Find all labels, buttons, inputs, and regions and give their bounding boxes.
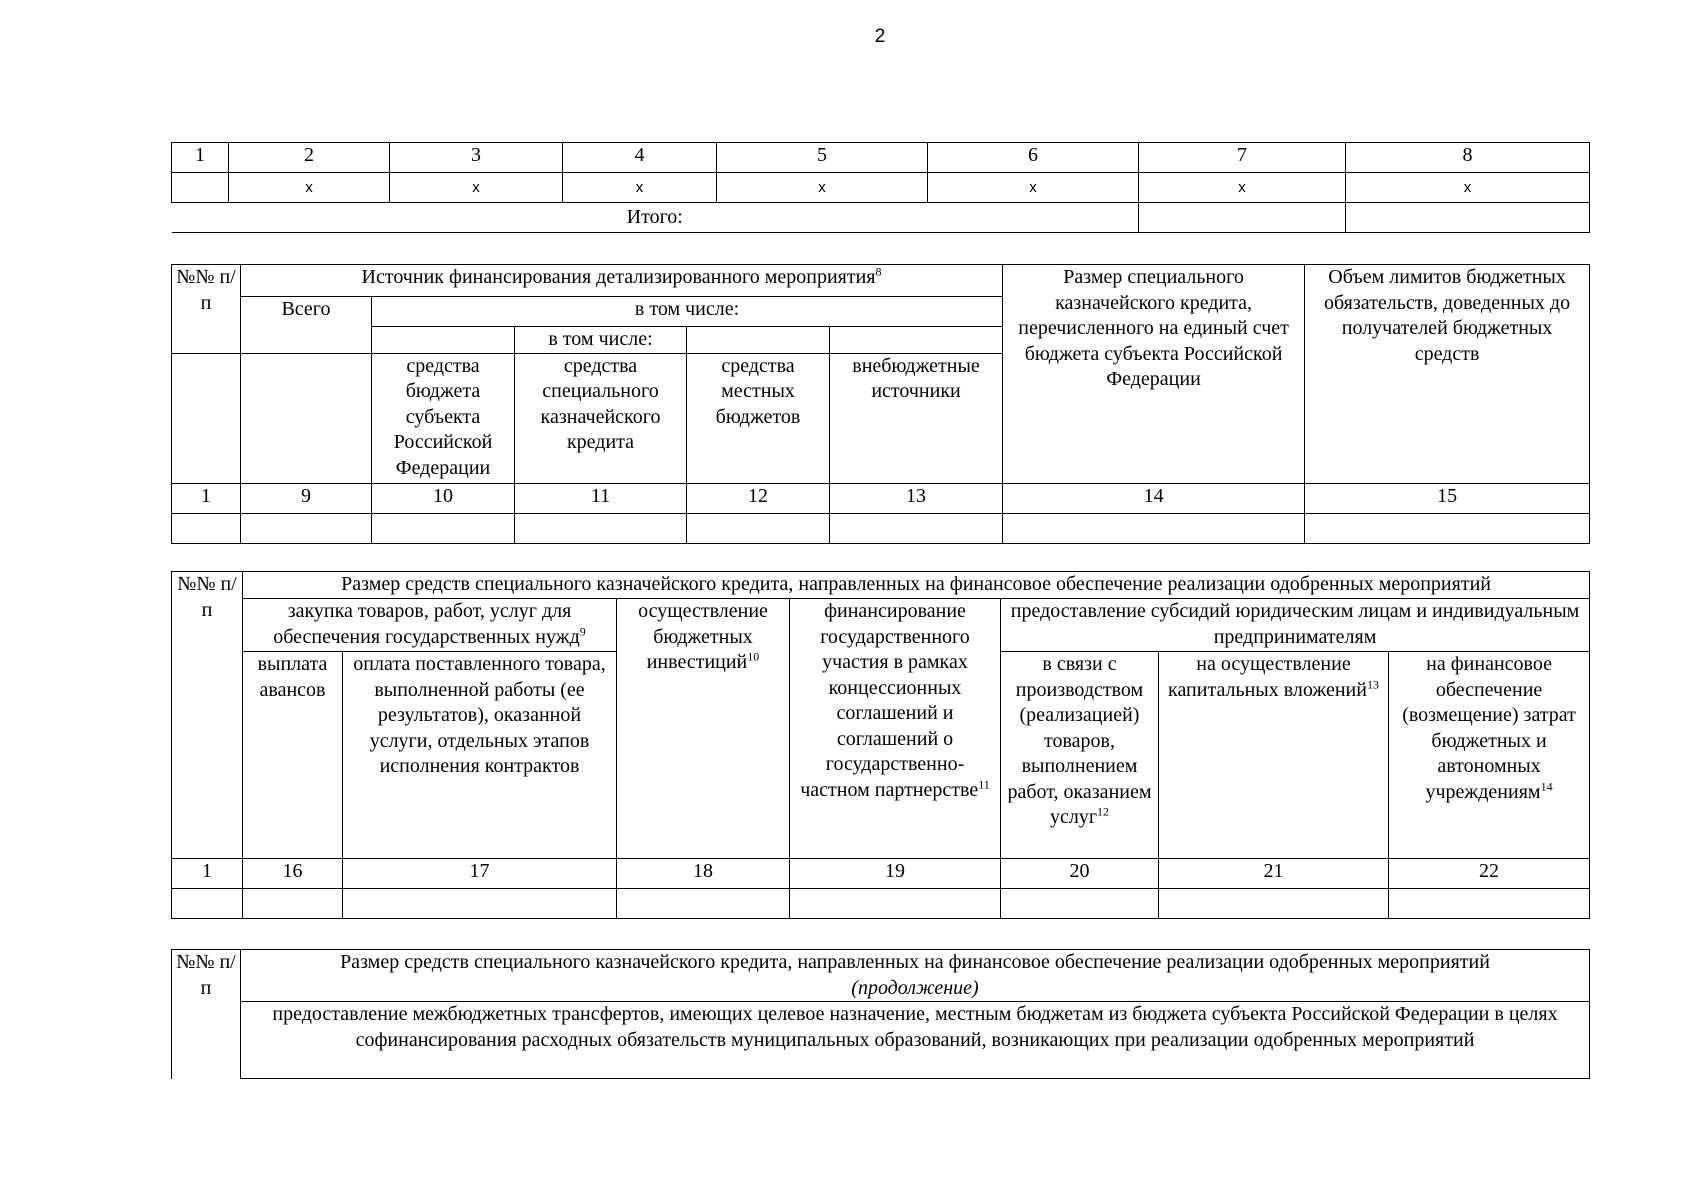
footnote-mark: 13 (1366, 676, 1379, 691)
empty-cell (372, 513, 515, 543)
col-number: 16 (243, 859, 343, 889)
x-mark: x (717, 173, 928, 203)
source-header-text: Источник финансирования детализированного мероприятия (361, 266, 876, 288)
empty-cell (343, 889, 617, 919)
col-number: 15 (1305, 483, 1590, 513)
advance-header: выплата авансов (243, 652, 343, 859)
page-number: 2 (874, 26, 886, 47)
capital-header (1159, 652, 1389, 859)
institutions-header (1389, 652, 1590, 859)
credit-size-header: Размер специального казначейского кредита, перечисленного на единый счет бюджета субъекта Российской Федерации (1003, 265, 1305, 484)
col-number: 1 (172, 483, 241, 513)
col-number: 22 (1389, 859, 1590, 889)
total-row (172, 203, 1590, 233)
col-number: 9 (241, 483, 372, 513)
credit-distribution-table (171, 571, 1590, 919)
procurement-header (243, 599, 617, 652)
transfers-table (171, 949, 1590, 1079)
col-number: 8 (1346, 143, 1590, 173)
empty-cell (687, 513, 830, 543)
empty-cell (1003, 513, 1305, 543)
num-header: №№ п/п (172, 265, 241, 354)
x-mark: x (229, 173, 390, 203)
col-number: 17 (343, 859, 617, 889)
col-number: 18 (617, 859, 790, 889)
col-number: 6 (928, 143, 1139, 173)
empty-cell (1001, 889, 1159, 919)
col-number: 19 (790, 859, 1001, 889)
col-number: 7 (1139, 143, 1346, 173)
continuation-label: (продолжение) (851, 976, 979, 999)
column-number-row (172, 859, 1590, 889)
header-row-1 (172, 572, 1590, 599)
total-label: Итого: (172, 203, 1139, 233)
limits-header: Объем лимитов бюджетных обязательств, доведенных до получателей бюджетных средств (1305, 265, 1590, 484)
footnote-mark: 12 (1097, 804, 1110, 819)
num-header: №№ п/п (172, 950, 241, 1079)
col-number: 12 (687, 483, 830, 513)
payment-header: оплата поставленного товара, выполненной работы (ее результатов), оказанной услуги, отдельных этапов исполнения контрактов (343, 652, 617, 859)
x-mark: x (928, 173, 1139, 203)
transfers-header: предоставление межбюджетных трансфертов, имеющих целевое назначение, местным бюджетам из бюджета субъекта Российской Федерации в целях софинансирования расходных обязательств муниципальных образований, возникающих при реализации одобренных мероприятий (241, 1002, 1590, 1079)
extrabudgetary-header: внебюджетные источники (830, 353, 1003, 483)
empty-cell (830, 327, 1003, 354)
header-row-2 (172, 599, 1590, 652)
main-header-text: Размер средств специального казначейского кредита, направленных на финансовое обеспечение реализации одобренных мероприятий (340, 951, 1490, 973)
col-number: 21 (1159, 859, 1389, 889)
col-number: 3 (390, 143, 563, 173)
procurement-text: закупка товаров, работ, услуг для обеспечения государственных нужд (273, 600, 580, 648)
institutions-text: на финансовое обеспечение (возмещение) затрат бюджетных и автономных учреждениям (1402, 653, 1576, 803)
empty-cell (172, 353, 241, 483)
footnote-mark: 8 (875, 264, 882, 279)
production-text: в связи с производством (реализацией) товаров, выполнением работ, оказанием услуг (1007, 653, 1152, 828)
footnote-mark: 11 (978, 776, 990, 791)
column-number-row (172, 143, 1590, 173)
col-number: 13 (830, 483, 1003, 513)
subject-budget-header: средства бюджета субъекта Российской Федерации (372, 353, 515, 483)
x-mark: x (563, 173, 717, 203)
main-header: Размер средств специального казначейского кредита, направленных на финансовое обеспечение реализации одобренных мероприятий (243, 572, 1590, 599)
col-number: 4 (563, 143, 717, 173)
source-header (241, 265, 1003, 297)
total-cell (1139, 203, 1346, 233)
subsidies-header: предоставление субсидий юридическим лицам и индивидуальным предпринимателям (1001, 599, 1590, 652)
empty-cell (1305, 513, 1590, 543)
empty-cell (172, 513, 241, 543)
col-number: 1 (172, 143, 229, 173)
empty-cell (617, 889, 790, 919)
x-mark: x (390, 173, 563, 203)
col-number: 2 (229, 143, 390, 173)
col-number: 20 (1001, 859, 1159, 889)
empty-cell (372, 327, 515, 354)
x-mark: x (1139, 173, 1346, 203)
col-number: 1 (172, 859, 243, 889)
footnote-mark: 14 (1540, 778, 1553, 793)
empty-cell (172, 889, 243, 919)
x-mark: x (1346, 173, 1590, 203)
empty-cell (515, 513, 687, 543)
investments-header (617, 599, 790, 859)
header-row-1 (172, 950, 1590, 1002)
production-header (1001, 652, 1159, 859)
header-row-1 (172, 265, 1590, 297)
empty-cell (687, 327, 830, 354)
local-budgets-header: средства местных бюджетов (687, 353, 830, 483)
total-cell (1346, 203, 1590, 233)
empty-cell (830, 513, 1003, 543)
col-number: 10 (372, 483, 515, 513)
empty-cell (1159, 889, 1389, 919)
summary-table (171, 142, 1590, 233)
total-header: Всего (241, 297, 372, 354)
empty-cell (1389, 889, 1590, 919)
financing-text: финансирование государственного участия в рамках концессионных соглашений и соглашений о государственно-частном партнерстве (800, 600, 979, 801)
empty-cell (241, 353, 372, 483)
empty-cell (241, 513, 372, 543)
capital-text: на осуществление капитальных вложений (1168, 653, 1367, 701)
header-row-2 (172, 1002, 1590, 1079)
num-header: №№ п/п (172, 572, 243, 859)
x-mark-row (172, 173, 1590, 203)
footnote-mark: 9 (579, 623, 586, 638)
financing-sources-table (171, 264, 1590, 544)
col-number: 11 (515, 483, 687, 513)
empty-data-row (172, 513, 1590, 543)
column-number-row (172, 483, 1590, 513)
empty-cell (790, 889, 1001, 919)
empty-data-row (172, 889, 1590, 919)
empty-cell (172, 173, 229, 203)
financing-header (790, 599, 1001, 859)
including-header: в том числе: (372, 297, 1003, 327)
footnote-mark: 10 (747, 649, 760, 664)
col-number: 14 (1003, 483, 1305, 513)
investments-text: осуществление бюджетных инвестиций (638, 600, 768, 673)
empty-cell (243, 889, 343, 919)
col-number: 5 (717, 143, 928, 173)
main-header (241, 950, 1590, 1002)
including-sub-header: в том числе: (515, 327, 687, 354)
special-credit-header: средства специального казначейского кредита (515, 353, 687, 483)
